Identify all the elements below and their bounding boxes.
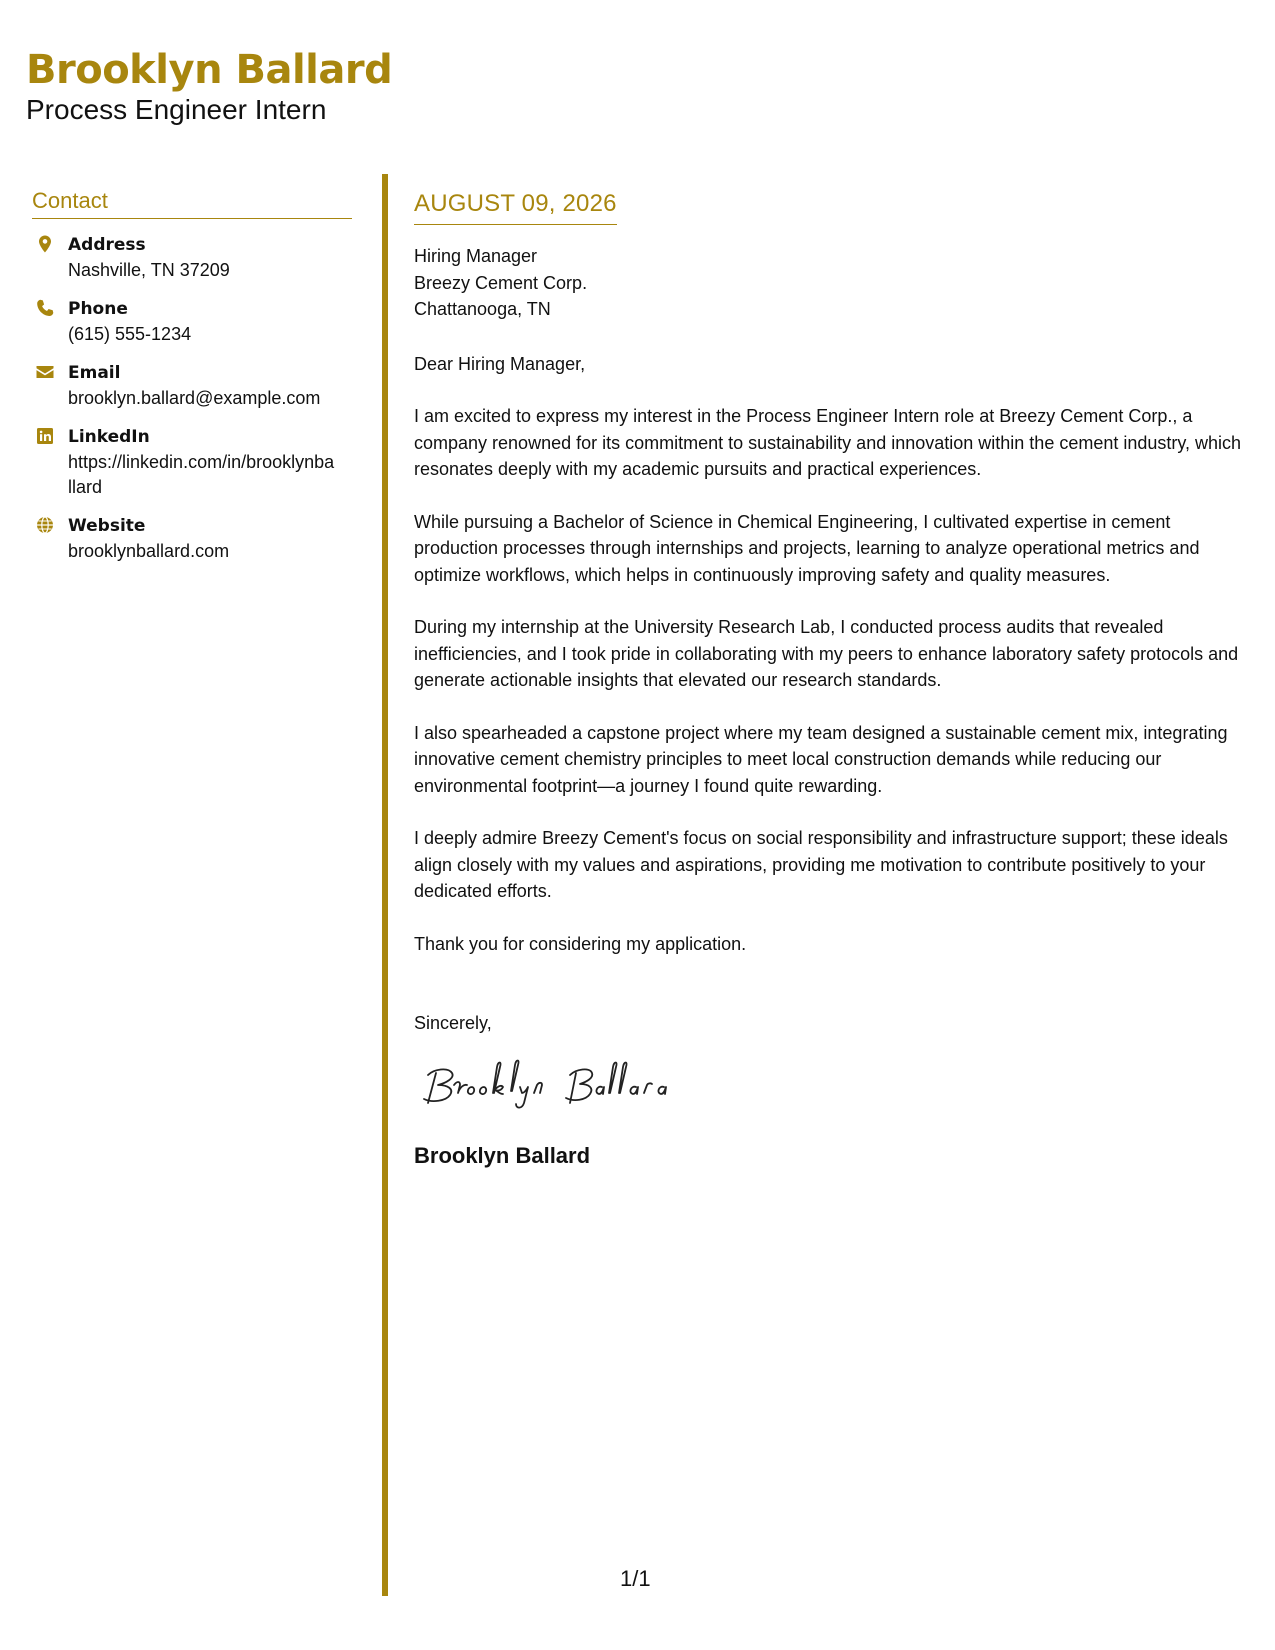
signed-name: Brooklyn Ballard [414,1142,591,1168]
vertical-divider [382,174,388,1596]
header [26,48,392,126]
contact-sidebar [32,188,352,578]
envelope-icon [35,362,55,382]
recipient-company: Breezy Cement Corp. [414,272,588,293]
paragraph: While pursuing a Bachelor of Science in Chemical Engineering, I cultivated expertise in cement production processes through internships and projects, learning to analyze operational metrics and optimize workflows, which helps in continuously improving safety and quality measures. [414,511,1200,585]
recipient-title: Hiring Manager [414,246,538,266]
paragraph: I deeply admire Breezy Cement's focus on social responsibility and infrastructure support; these ideals align closely with my values and aspirations, providing me motivation to contribute positively to your dedicated efforts. [414,828,1228,901]
contact-item-email [32,361,352,411]
contact-value: https://linkedin.com/in/brooklynballard [68,452,335,497]
closing: Sincerely, [414,1013,492,1033]
contact-label: Address [68,235,146,255]
contact-item-phone [32,297,352,347]
contact-value: Nashville, TN 37209 [68,260,230,280]
paragraph: I am excited to express my interest in the Process Engineer Intern role at Breezy Cement Corp., a company renowned for its commitment to sustainability and innovation within the cement industry, which resonates deeply with my academic pursuits and practical experiences. [414,406,1242,479]
paragraph: During my internship at the University Research Lab, I conducted process audits that revealed inefficiencies, and I took pride in collaborating with my peers to enhance laboratory safety protocols and generate actionable insights that elevated our research standards. [414,617,1239,690]
letter-body [414,190,1249,1169]
recipient-block [414,243,1249,323]
contact-label: LinkedIn [68,427,150,447]
handwritten-signature [414,1055,684,1115]
paragraph: I also spearheaded a capstone project where my team designed a sustainable cement mix, integrating innovative cement chemistry principles to meet local construction demands while reducing our environmental footprint—a journey I found quite rewarding. [414,722,1228,796]
globe-icon [35,515,55,535]
contact-value: (615) 555-1234 [68,324,192,344]
contact-item-website [32,514,352,564]
contact-value: brooklynballard.com [68,541,230,561]
phone-icon [35,298,55,318]
contact-item-linkedin [32,425,352,500]
job-title: Process Engineer Intern [26,94,327,125]
recipient-location: Chattanooga, TN [414,299,551,319]
salutation: Dear Hiring Manager, [414,353,586,374]
linkedin-icon [35,426,55,446]
contact-label: Phone [68,299,128,319]
contact-label: Email [68,363,121,383]
applicant-name: Brooklyn Ballard [26,47,393,93]
contact-label: Website [68,516,146,536]
contact-item-address [32,233,352,283]
map-pin-icon [35,234,55,254]
contact-value: brooklyn.ballard@example.com [68,388,321,408]
contact-heading: Contact [32,188,352,219]
letter-date: AUGUST 09, 2026 [414,190,617,225]
paragraph: Thank you for considering my application. [414,933,747,954]
page-number: 1/1 [620,1566,651,1591]
